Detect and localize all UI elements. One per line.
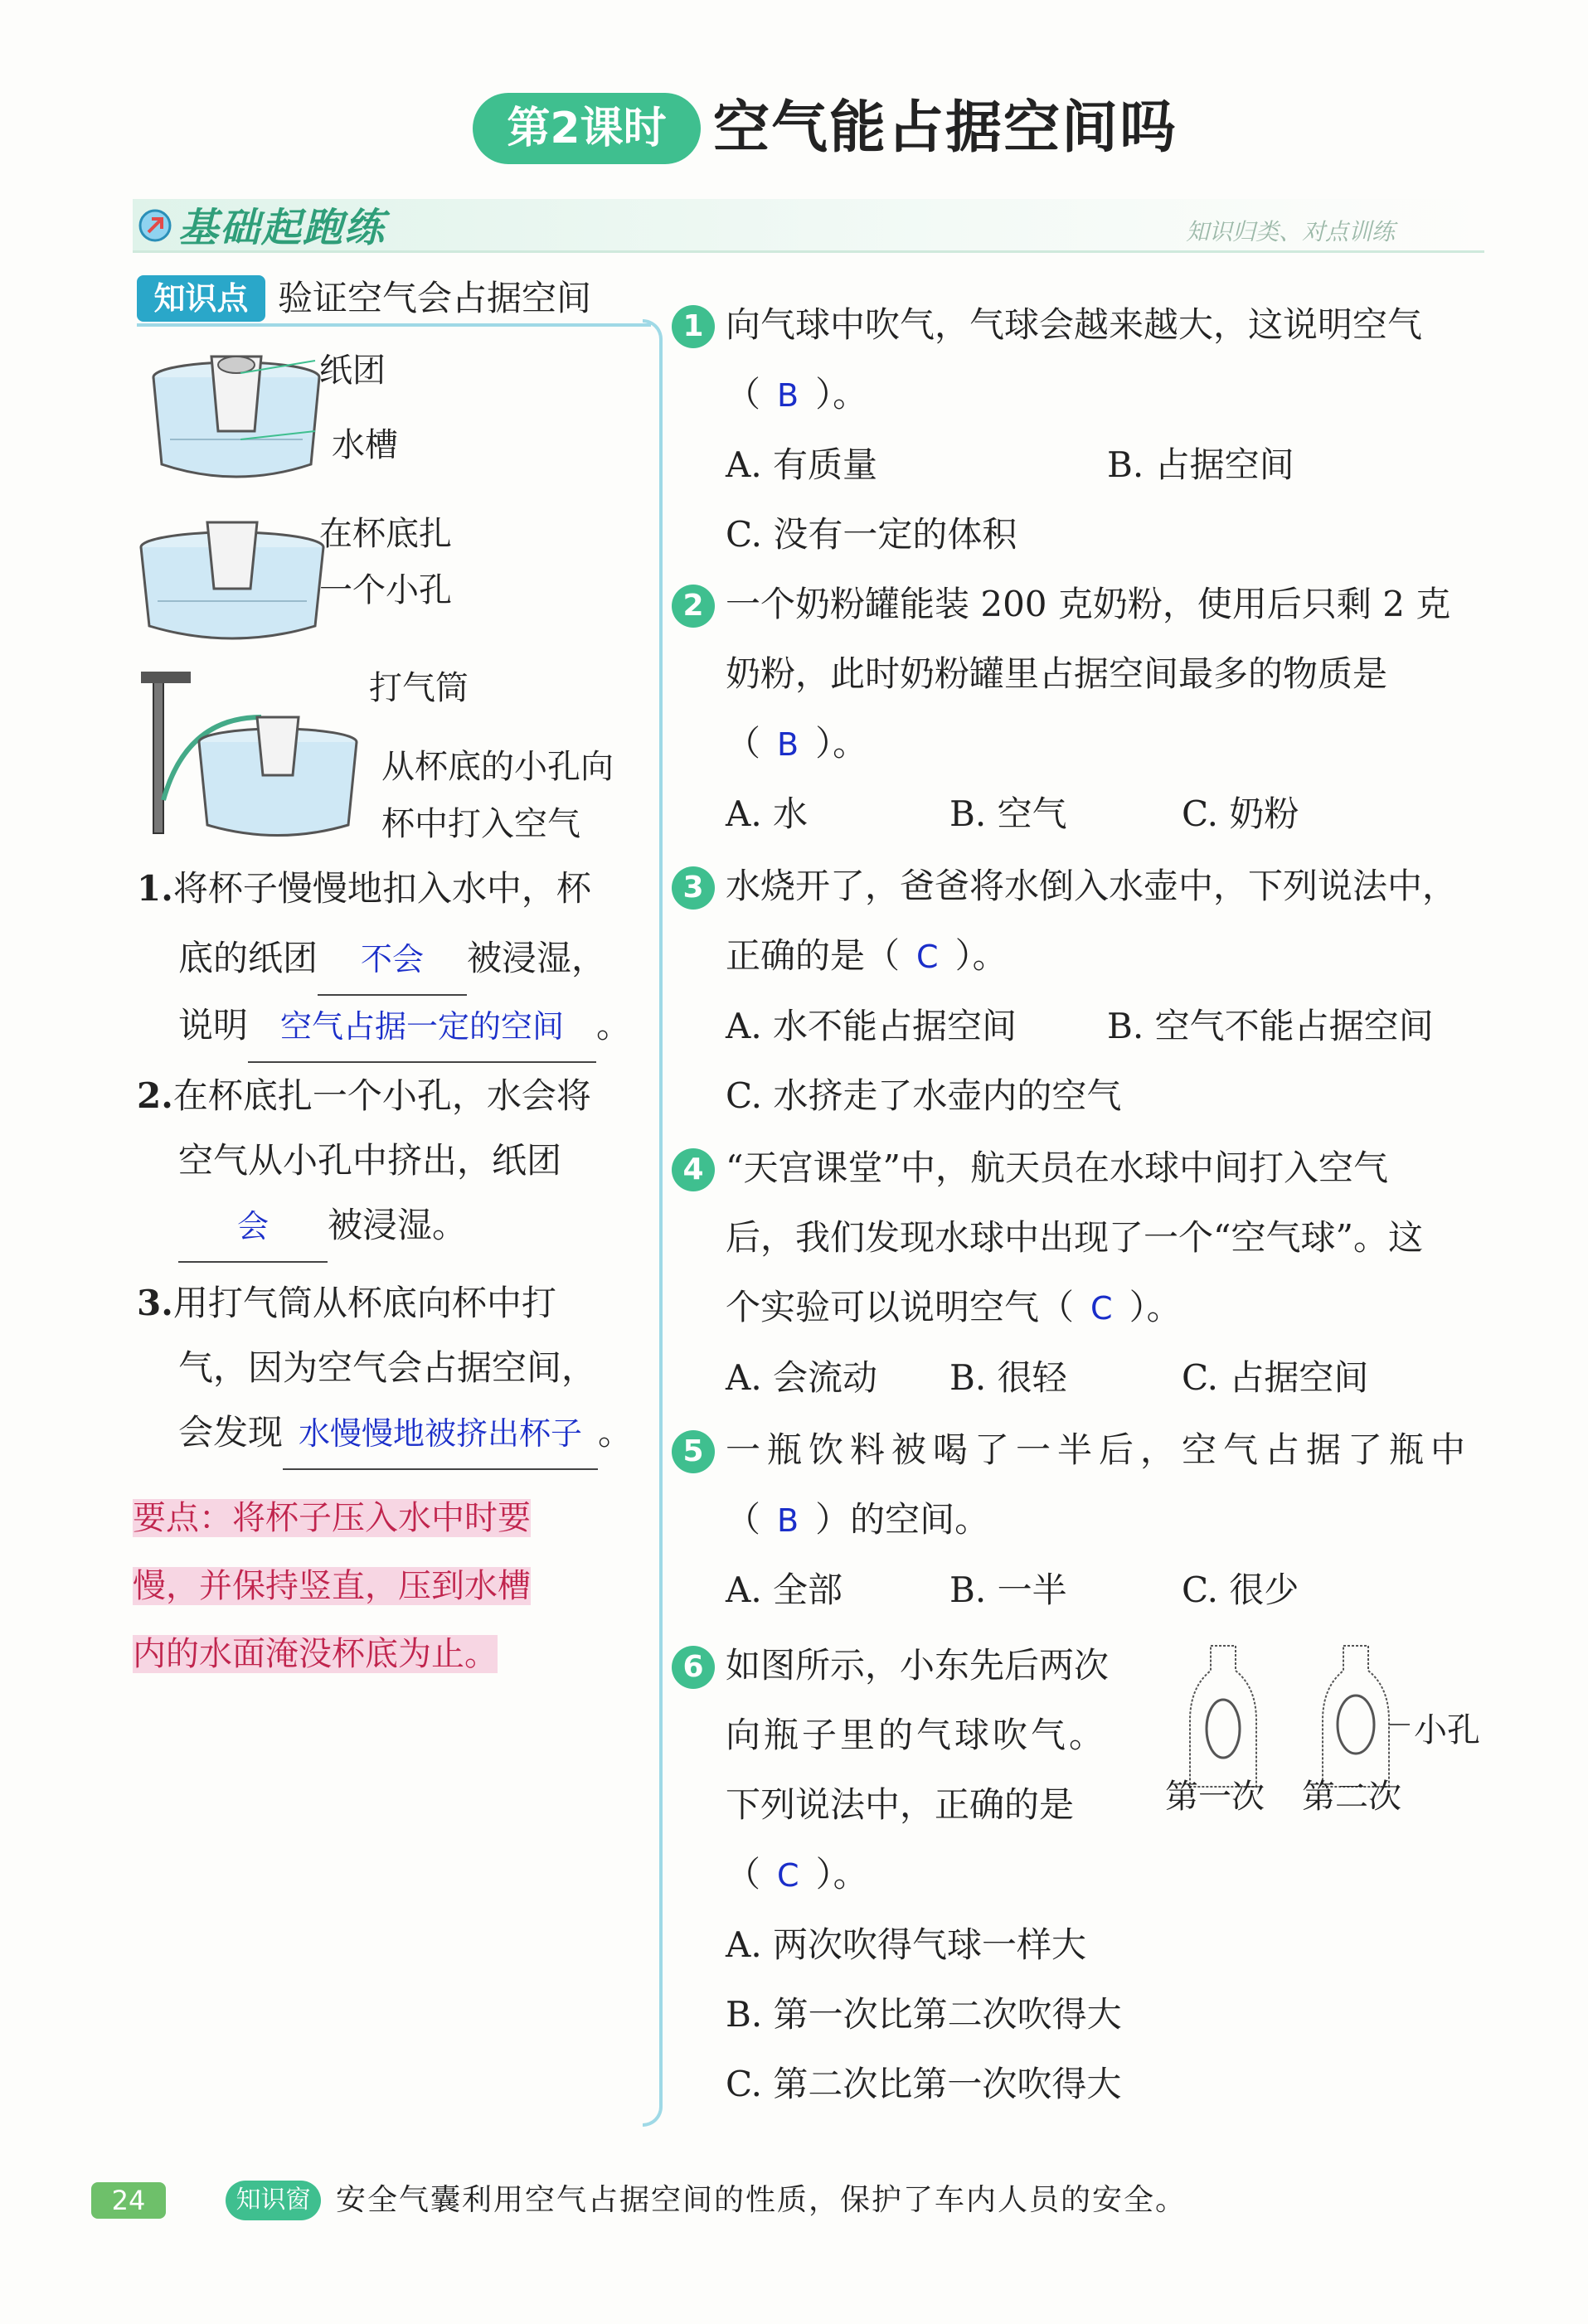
question-number: 6 bbox=[672, 1646, 715, 1689]
page-number: 24 bbox=[91, 2182, 166, 2219]
cup-with-hole-figure bbox=[133, 510, 332, 651]
question-5: 一瓶饮料被喝了一半后，空气占据了瓶中 （ B ）的空间。 A. 全部 B. 一半 C. 很少 bbox=[726, 1429, 1473, 1610]
answer[interactable]: C bbox=[777, 1857, 799, 1894]
knowledge-window-badge: 知识窗 bbox=[226, 2181, 321, 2220]
question-2: 一个奶粉罐能装 200 克奶粉，使用后只剩 2 克 奶粉，此时奶粉罐里占据空间最多的物质是 （ B ）。 A. 水 B. 空气 C. 奶粉 bbox=[726, 584, 1451, 834]
answer[interactable]: C bbox=[916, 939, 939, 975]
leader-lines bbox=[240, 357, 332, 448]
label-first: 第一次 bbox=[1165, 1778, 1265, 1816]
question-number: 4 bbox=[672, 1148, 715, 1191]
answer[interactable]: C bbox=[1090, 1290, 1113, 1327]
label-hole-2: 一个小孔 bbox=[319, 571, 452, 609]
label-pump: 打气筒 bbox=[369, 669, 469, 707]
lesson-badge: 第2课时 bbox=[473, 93, 701, 164]
answer-blank[interactable]: 会 bbox=[178, 1191, 328, 1263]
question-4: “天宫课堂”中，航天员在水球中间打入空气 后，我们发现水球中出现了一个“空气球”。这 个实验可以说明空气（ C ）。 A. 会流动 B. 很轻 C. 占据空间 bbox=[726, 1147, 1423, 1398]
answer[interactable]: B bbox=[777, 726, 799, 763]
label-pump-desc-1: 从杯底的小孔向 bbox=[381, 748, 614, 786]
question-number: 3 bbox=[672, 866, 715, 910]
knowledge-point-badge: 知识点 bbox=[137, 275, 265, 322]
label-paper-ball: 纸团 bbox=[319, 352, 386, 390]
fill-in-3: 3.用打气筒从杯底向杯中打 气，因为空气会占据空间， 会发现 水慢慢地被挤出杯子 。 bbox=[137, 1269, 634, 1470]
label-pump-desc-2: 杯中打入空气 bbox=[381, 805, 580, 843]
answer-blank[interactable]: 空气占据一定的空间 bbox=[248, 992, 596, 1063]
question-number: 1 bbox=[672, 305, 715, 348]
divider-horizontal bbox=[137, 323, 651, 327]
knowledge-point-title: 验证空气会占据空间 bbox=[278, 278, 592, 318]
answer[interactable]: B bbox=[777, 377, 799, 414]
answer-blank[interactable]: 不会 bbox=[318, 924, 467, 996]
rocket-icon bbox=[137, 207, 173, 244]
section-subtitle: 知识归类、对点训练 bbox=[1186, 218, 1396, 245]
question-3: 水烧开了，爸爸将水倒入水壶中，下列说法中， 正确的是（ C ）。 A. 水不能占据空间 B. 空气不能占据空间 C. 水挤走了水壶内的空气 bbox=[726, 866, 1458, 1116]
question-6: 如图所示，小东先后两次 向瓶子里的气球吹气。 下列说法中，正确的是 （ C ）。 A. 两次吹得气球一样大 B. 第一次比第二次吹得大 C. 第二次比第一次吹得大 bbox=[726, 1645, 1122, 2104]
question-number: 5 bbox=[672, 1430, 715, 1473]
answer-blank[interactable]: 水慢慢地被挤出杯子 bbox=[283, 1399, 598, 1470]
question-1: 向气球中吹气，气球会越来越大，这说明空气 （ B ）。 A. 有质量 B. 占据空间 C. 没有一定的体积 bbox=[726, 304, 1423, 555]
fill-in-1: 1.将杯子慢慢地扣入水中，杯 底的纸团 不会 被浸湿， 说明 空气占据一定的空间 。 bbox=[137, 854, 634, 1063]
label-hole-1: 在杯底扎 bbox=[319, 515, 452, 553]
lesson-title: 空气能占据空间吗 bbox=[713, 95, 1178, 161]
answer[interactable]: B bbox=[777, 1502, 799, 1539]
column-divider bbox=[643, 319, 663, 2127]
label-water-tank: 水槽 bbox=[332, 426, 398, 464]
pump-figure bbox=[137, 667, 361, 842]
question-number: 2 bbox=[672, 585, 715, 628]
tip-box: 要点：将杯子压入水中时要 慢，并保持竖直，压到水槽 内的水面淹没杯底为止。 bbox=[133, 1499, 531, 1673]
fill-in-2: 2.在杯底扎一个小孔，水会将 空气从小孔中挤出，纸团 会 被浸湿。 bbox=[137, 1061, 634, 1263]
label-second: 第二次 bbox=[1302, 1778, 1401, 1816]
label-hole: 小孔 bbox=[1414, 1711, 1480, 1749]
section-title: 基础起跑练 bbox=[178, 205, 386, 251]
footer-text: 安全气囊利用空气占据空间的性质，保护了车内人员的安全。 bbox=[336, 2183, 1187, 2217]
